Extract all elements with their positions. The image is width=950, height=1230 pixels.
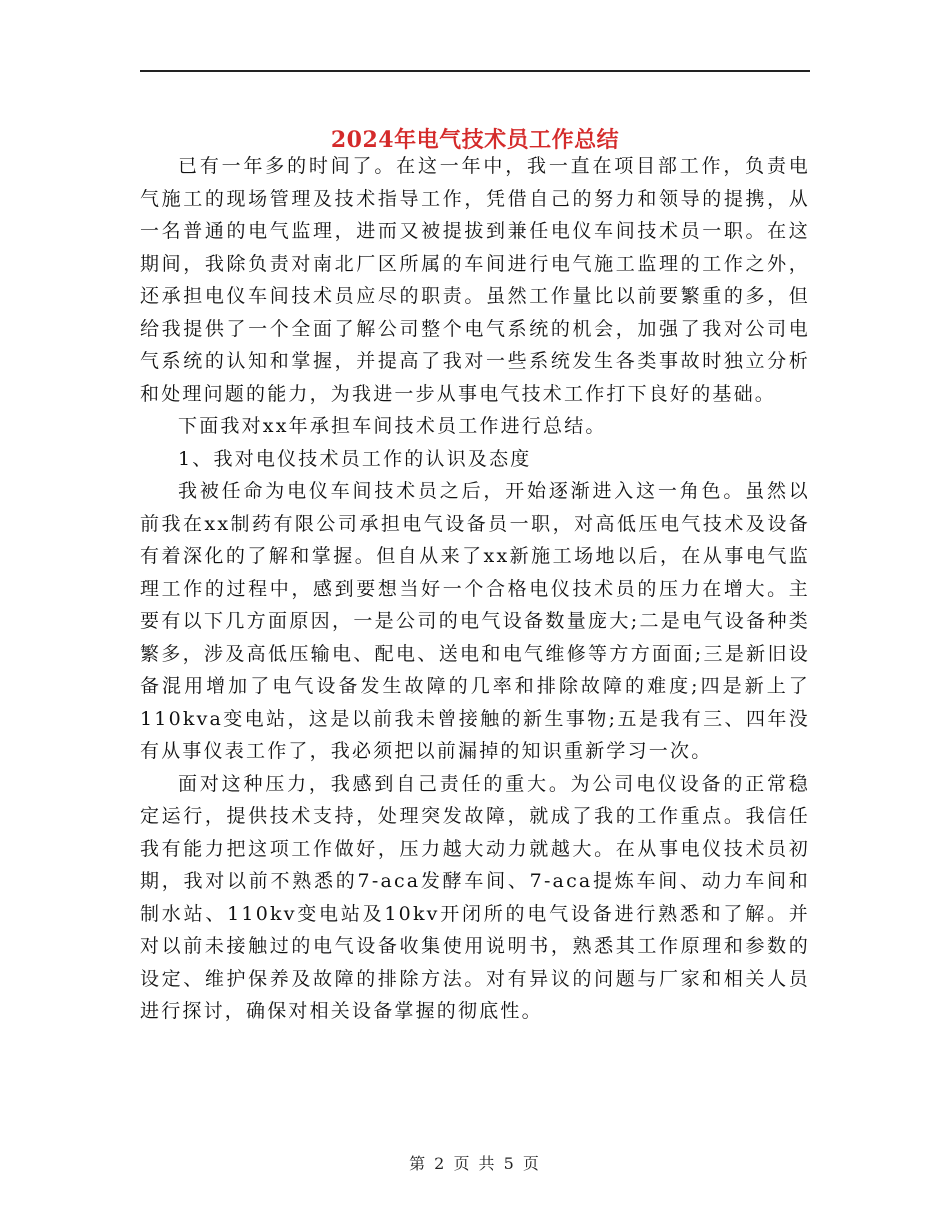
paragraph-intro: 已有一年多的时间了。在这一年中，我一直在项目部工作，负责电气施工的现场管理及技术指导工作，凭借自己的努力和领导的提携，从一名普通的电气监理，进而又被提拔到兼任电仪车间技术员一职。在这期间，我除负责对南北厂区所属的车间进行电气施工监理的工作之外，还承担电仪车间技术员应尽的职责。虽然工作量比以前要繁重的多，但给我提供了一个全面了解公司整个电气系统的机会，加强了我对公司电气系统的认知和掌握，并提高了我对一些系统发生各类事故时独立分析和处理问题的能力，为我进一步从事电气技术工作打下良好的基础。 xyxy=(140,155,810,405)
section-heading-1: 1、我对电仪技术员工作的认识及态度 xyxy=(178,447,532,470)
header-rule xyxy=(140,70,810,72)
document-body xyxy=(140,150,810,1028)
page-number: 第 2 页 共 5 页 xyxy=(409,1154,541,1173)
paragraph-role-pressure: 我被任命为电仪车间技术员之后，开始逐渐进入这一角色。虽然以前我在xx制药有限公司承担电气设备员一职，对高低压电气技术及设备有着深化的了解和掌握。但自从来了xx新施工场地以后，在从事电气监理工作的过程中，感到要想当好一个合格电仪技术员的压力在增大。主要有以下几方面原因，一是公司的电气设备数量庞大;二是电气设备种类繁多，涉及高低压输电、配电、送电和电气维修等方方面面;三是新旧设备混用增加了电气设备发生故障的几率和排除故障的难度;四是新上了110kva变电站，这是以前我未曾接触的新生事物;五是我有三、四年没有从事仪表工作了，我必须把以前漏掉的知识重新学习一次。 xyxy=(140,480,810,762)
paragraph-response: 面对这种压力，我感到自己责任的重大。为公司电仪设备的正常稳定运行，提供技术支持，处理突发故障，就成了我的工作重点。我信任我有能力把这项工作做好，压力越大动力就越大。在从事电仪技术员初期，我对以前不熟悉的7-aca发酵车间、7-aca提炼车间、动力车间和制水站、110kv变电站及10kv开闭所的电气设备进行熟悉和了解。并对以前未接触过的电气设备收集使用说明书，熟悉其工作原理和参数的设定、维护保养及故障的排除方法。对有异议的问题与厂家和相关人员进行探讨，确保对相关设备掌握的彻底性。 xyxy=(140,772,810,1022)
paragraph-summary-lead: 下面我对xx年承担车间技术员工作进行总结。 xyxy=(178,415,607,437)
document-title: 2024年电气技术员工作总结 xyxy=(330,126,620,153)
